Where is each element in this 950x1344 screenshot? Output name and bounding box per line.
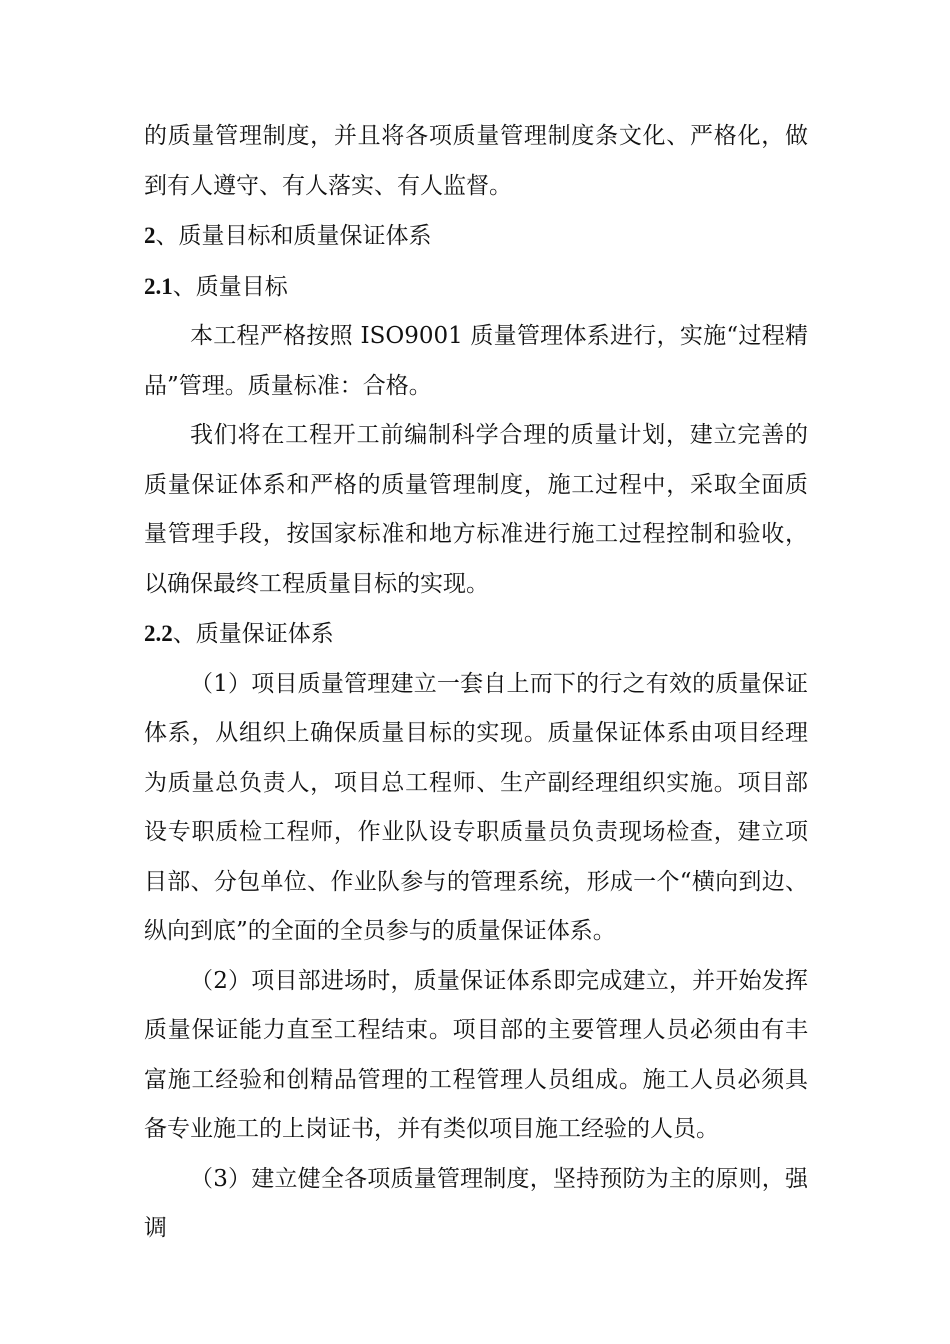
section-title: 、质量保证体系: [172, 621, 334, 647]
paragraph-item-1: （1）项目质量管理建立一套自上而下的行之有效的质量保证体系，从组织上确保质量目标的实现。质量保证体系由项目经理为质量总负责人，项目总工程师、生产副经理组织实施。项目部设专职质检工程师，作业队设专职质量员负责现场检查，建立项目部、分包单位、作业队参与的管理系统，形成一个“横向到边、纵向到底”的全面的全员参与的质量保证体系。: [144, 670, 808, 944]
section-number: 2.2: [144, 621, 173, 646]
document-body: [144, 112, 808, 1254]
section-heading-2-2: [144, 609, 808, 660]
paragraph-quality-plan: 我们将在工程开工前编制科学合理的质量计划，建立完善的质量保证体系和严格的质量管理制度，施工过程中，采取全面质量管理手段，按国家标准和地方标准进行施工过程控制和验收，以确保最终工程质量目标的实现。: [144, 422, 808, 597]
paragraph-iso9001: 本工程严格按照 ISO9001 质量管理体系进行，实施“过程精品”管理。质量标准：合格。: [144, 323, 808, 399]
section-title: 、质量目标: [172, 273, 288, 300]
paragraph-item-3: （3）建立健全各项质量管理制度，坚持预防为主的原则，强调: [144, 1165, 808, 1241]
paragraph-item-2: （2）项目部进场时，质量保证体系即完成建立，并开始发挥质量保证能力直至工程结束。项目部的主要管理人员必须由有丰富施工经验和创精品管理的工程管理人员组成。施工人员必须具备专业施工的上岗证书，并有类似项目施工经验的人员。: [144, 967, 808, 1142]
paragraph-continuation: 的质量管理制度，并且将各项质量管理制度条文化、严格化，做到有人遵守、有人落实、有人监督。: [144, 123, 808, 199]
section-title: 、质量目标和质量保证体系: [155, 223, 432, 249]
section-heading-2-1: [144, 262, 808, 313]
section-heading-2: [144, 211, 808, 262]
section-number: 2: [144, 223, 156, 248]
section-number: 2.1: [144, 273, 173, 299]
